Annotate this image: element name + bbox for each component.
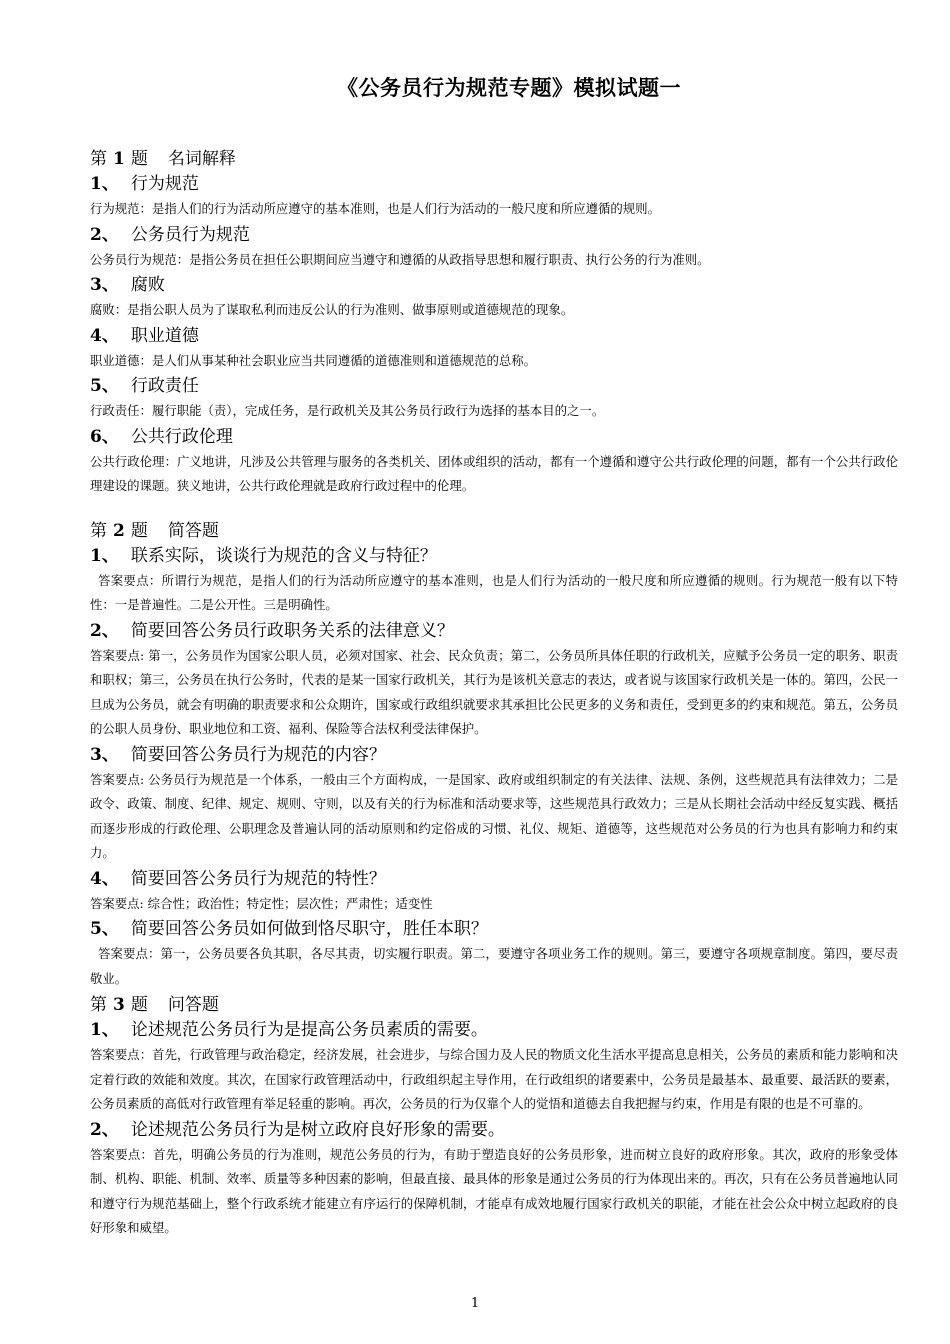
section-heading: 第 3 题 问答题	[90, 995, 219, 1015]
answer-text: 答案要点: 公务员行为规范是一个体系，一般由三个方面构成，一是国家、政府或组织制定的有关法律、法规、条例，这些规范具有法律效力；二是政令、政策、制度、纪律、规定、规则、守则，以及有关的行为标准和活动要求等，这些规范具行政效力；三是从长期社会活动中经反复实践、概括而逐步形成的行政伦理、公职理念及普遍认同的活动原则和约定俗成的习惯、礼仪、规矩、道德等，这些规范对公务员的行为也具有影响力和约束力。	[90, 771, 898, 860]
document-title: 《公务员行为规范专题》模拟试题一	[337, 75, 681, 100]
question-heading: 6、 公共行政伦理	[90, 426, 233, 447]
page-number: 1	[470, 1296, 480, 1311]
answer-text: 答案要点: 第一，公务员作为国家公职人员，必须对国家、社会、民众负责；第二，公务员所具体任职的行政机关，应赋予公务员一定的职务、职责和职权；第三，公务员在执行公务时，代表的是某一国家行政机关，其行为是该机关意志的表达，或者说与该国家行政机关是一体的。第四，公民一旦成为公务员，就会有明确的职责要求和公众期许，国家或行政组织就要求其承担比公民更多的义务和责任，受到更多的约束和规范。第五，公务员的公职人员身份、职业地位和工资、福利、保险等合法权利受法律保护。	[90, 647, 898, 736]
section-heading: 第 1 题 名词解释	[90, 149, 236, 169]
question-heading: 2、 简要回答公务员行政职务关系的法律意义？	[90, 620, 454, 641]
question-heading: 2、 公务员行为规范	[90, 224, 250, 245]
section-1	[90, 146, 898, 499]
question-heading: 1、 联系实际，谈谈行为规范的含义与特征？	[90, 545, 437, 566]
question-heading: 3、 腐败	[90, 275, 165, 295]
answer-text: 答案要点：所谓行为规范，是指人们的行为活动所应遵守的基本准则，也是人们行为活动的一般尺度和所应遵循的规则。行为规范一般有以下特性：一是普遍性。二是公开性。三是明确性。	[90, 572, 898, 612]
answer-text: 答案要点: 综合性；政治性；特定性；层次性；严肃性；适变性	[90, 895, 433, 911]
answer-text: 行政责任：履行职能（责），完成任务，是行政机关及其公务员行政行为选择的基本目的之一。	[90, 403, 605, 418]
question-heading: 3、 简要回答公务员行为规范的内容？	[90, 744, 386, 765]
question-heading: 1、 论述规范公务员行为是提高公务员素质的需要。	[90, 1020, 488, 1040]
answer-text: 答案要点：首先，明确公务员的行为准则，规范公务员的行为，有助于塑造良好的公务员形象，进而树立良好的政府形象。其次，政府的形象受体制、机构、职能、机制、效率、质量等多种因素的影响，但最直接、最具体的形象是通过公务员的行为体现出来的。再次，只有在公务员普遍地认同和遵守行为规范基础上，整个行政系统才能建立有序运行的保障机制，才能卓有成效地履行国家行政机关的职能，才能在社会公众中树立起政府的良好形象和威望。	[90, 1146, 898, 1235]
section-heading: 第 2 题 简答题	[90, 520, 219, 541]
answer-text: 腐败：是指公职人员为了谋取私利而违反公认的行为准则、做事原则或道德规范的现象。	[90, 302, 574, 317]
answer-text: 职业道德：是人们从事某种社会职业应当共同遵循的道德准则和道德规范的总称。	[90, 352, 537, 368]
answer-text: 答案要点：首先，行政管理与政治稳定，经济发展，社会进步，与综合国力及人民的物质文化生活水平提高息息相关，公务员的素质和能力影响和决定着行政的效能和效度。其次，在国家行政管理活动中，行政组织起主导作用，在行政组织的诸要素中，公务员是最基本、最重要、最活跃的要素，公务员素质的高低对行政管理有举足轻重的影响。再次，公务员的行为仅靠个人的觉悟和道德去自我把握与约束，作用是有限的也是不可靠的。	[90, 1047, 898, 1111]
question-heading: 5、 简要回答公务员如何做到恪尽职守，胜任本职？	[90, 919, 488, 939]
section-3	[90, 992, 898, 1241]
answer-text: 公务员行为规范：是指公务员在担任公职期间应当遵守和遵循的从政指导思想和履行职责、执行公务的行为准则。	[90, 251, 710, 267]
question-heading: 4、 职业道德	[90, 325, 199, 346]
question-heading: 1、 行为规范	[90, 174, 199, 194]
document-page	[90, 72, 898, 1242]
question-heading: 5、 行政责任	[90, 376, 199, 396]
question-heading: 4、 简要回答公务员行为规范的特性？	[90, 868, 386, 889]
answer-text: 行为规范：是指人们的行为活动所应遵守的基本准则，也是人们行为活动的一般尺度和所应遵循的规则。	[90, 201, 660, 216]
question-heading: 2、 论述规范公务员行为是树立政府良好形象的需要。	[90, 1119, 505, 1140]
section-2	[90, 518, 898, 992]
answer-text: 公共行政伦理：广义地讲，凡涉及公共管理与服务的各类机关、团体或组织的活动，都有一个遵循和遵守公共行政伦理的问题，都有一个公共行政伦理建设的课题。狭义地讲，公共行政伦理就是政府行政过程中的伦理。	[90, 453, 898, 493]
answer-text: 答案要点：第一，公务员要各负其职，各尽其责，切实履行职责。第二，要遵守各项业务工作的规则。第三，要遵守各项规章制度。第四，要尽责敬业。	[90, 946, 898, 986]
